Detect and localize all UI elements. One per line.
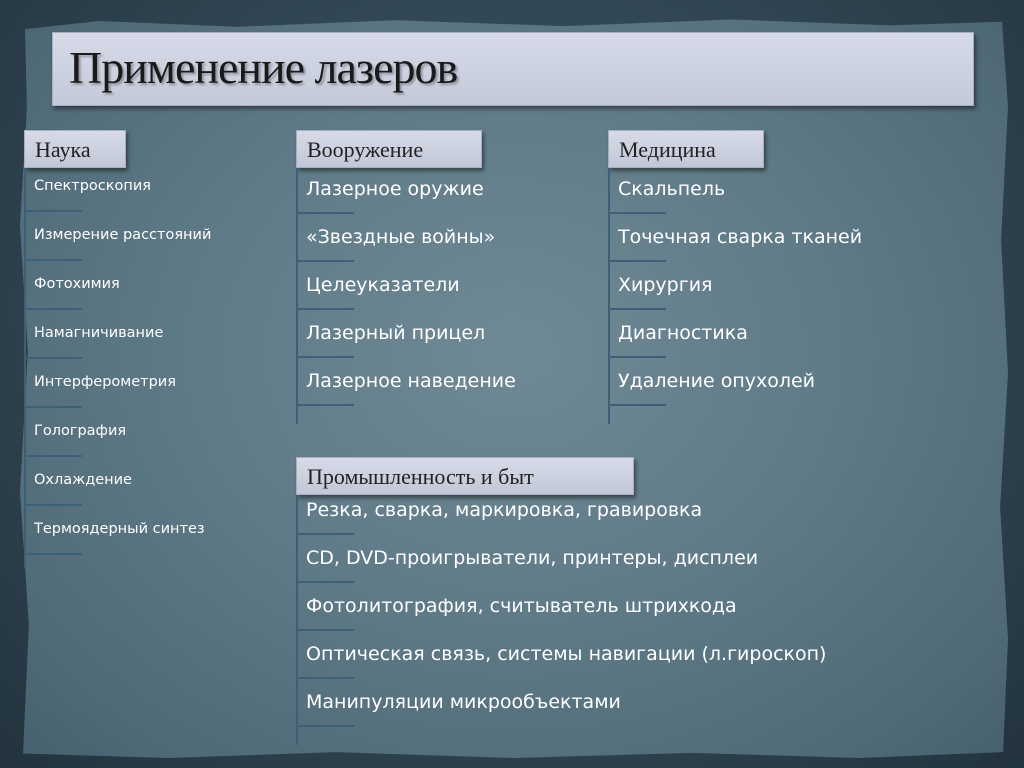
tree-branch-line	[296, 533, 354, 535]
tree-branch-line	[24, 259, 82, 261]
list-item-label: Охлаждение	[34, 472, 132, 488]
tree-branch-line	[24, 553, 82, 555]
title-box	[52, 32, 974, 106]
category-header-weapons: Вооружение	[296, 130, 482, 168]
tree-branch-line	[296, 404, 354, 406]
list-item-label: Измерение расстояний	[34, 227, 212, 243]
tree-branch-line	[24, 210, 82, 212]
tree-branch-line	[296, 356, 354, 358]
list-item-label: Диагностика	[618, 322, 748, 344]
tree-connector-line	[24, 168, 26, 568]
list-item-label: Фотолитография, считыватель штрихкода	[306, 595, 737, 617]
list-item-label: Удаление опухолей	[618, 370, 816, 392]
list-item-label: Резка, сварка, маркировка, гравировка	[306, 499, 703, 521]
list-item-label: Интерферометрия	[34, 374, 176, 390]
category-header-industry: Промышленность и быт	[296, 457, 634, 495]
list-item-label: Фотохимия	[34, 276, 120, 292]
tree-branch-line	[608, 404, 666, 406]
tree-branch-line	[24, 406, 82, 408]
list-item-label: Манипуляции микрообъектами	[306, 691, 621, 713]
slide-title: Применение лазеров	[69, 42, 458, 93]
tree-branch-line	[608, 308, 666, 310]
tree-branch-line	[608, 212, 666, 214]
list-item-label: «Звездные войны»	[306, 226, 496, 248]
tree-branch-line	[296, 677, 354, 679]
tree-branch-line	[296, 308, 354, 310]
list-item-label: Лазерное наведение	[306, 370, 516, 392]
list-item-label: Намагничивание	[34, 325, 164, 341]
tree-branch-line	[296, 629, 354, 631]
tree-branch-line	[608, 356, 666, 358]
tree-branch-line	[608, 260, 666, 262]
tree-branch-line	[296, 260, 354, 262]
list-item-label: Спектроскопия	[34, 178, 152, 194]
tree-branch-line	[24, 308, 82, 310]
tree-connector-line	[608, 168, 610, 424]
tree-branch-line	[296, 725, 354, 727]
list-item-label: Голография	[34, 423, 127, 439]
tree-branch-line	[24, 504, 82, 506]
list-item-label: Целеуказатели	[306, 274, 460, 296]
list-item-label: Лазерный прицел	[306, 322, 486, 344]
list-item-label: CD, DVD-проигрыватели, принтеры, дисплеи	[306, 547, 759, 569]
category-header-medicine: Медицина	[608, 130, 764, 168]
list-item-label: Скальпель	[618, 178, 726, 200]
list-item-label: Термоядерный синтез	[34, 521, 205, 537]
category-header-science: Наука	[24, 130, 126, 168]
list-item-label: Точечная сварка тканей	[618, 226, 863, 248]
list-item-label: Оптическая связь, системы навигации (л.гироскоп)	[306, 643, 827, 665]
list-item-label: Лазерное оружие	[306, 178, 484, 200]
tree-branch-line	[24, 455, 82, 457]
tree-branch-line	[24, 357, 82, 359]
list-item-label: Хирургия	[618, 274, 713, 296]
tree-branch-line	[296, 581, 354, 583]
tree-branch-line	[296, 212, 354, 214]
tree-connector-line	[296, 168, 298, 424]
